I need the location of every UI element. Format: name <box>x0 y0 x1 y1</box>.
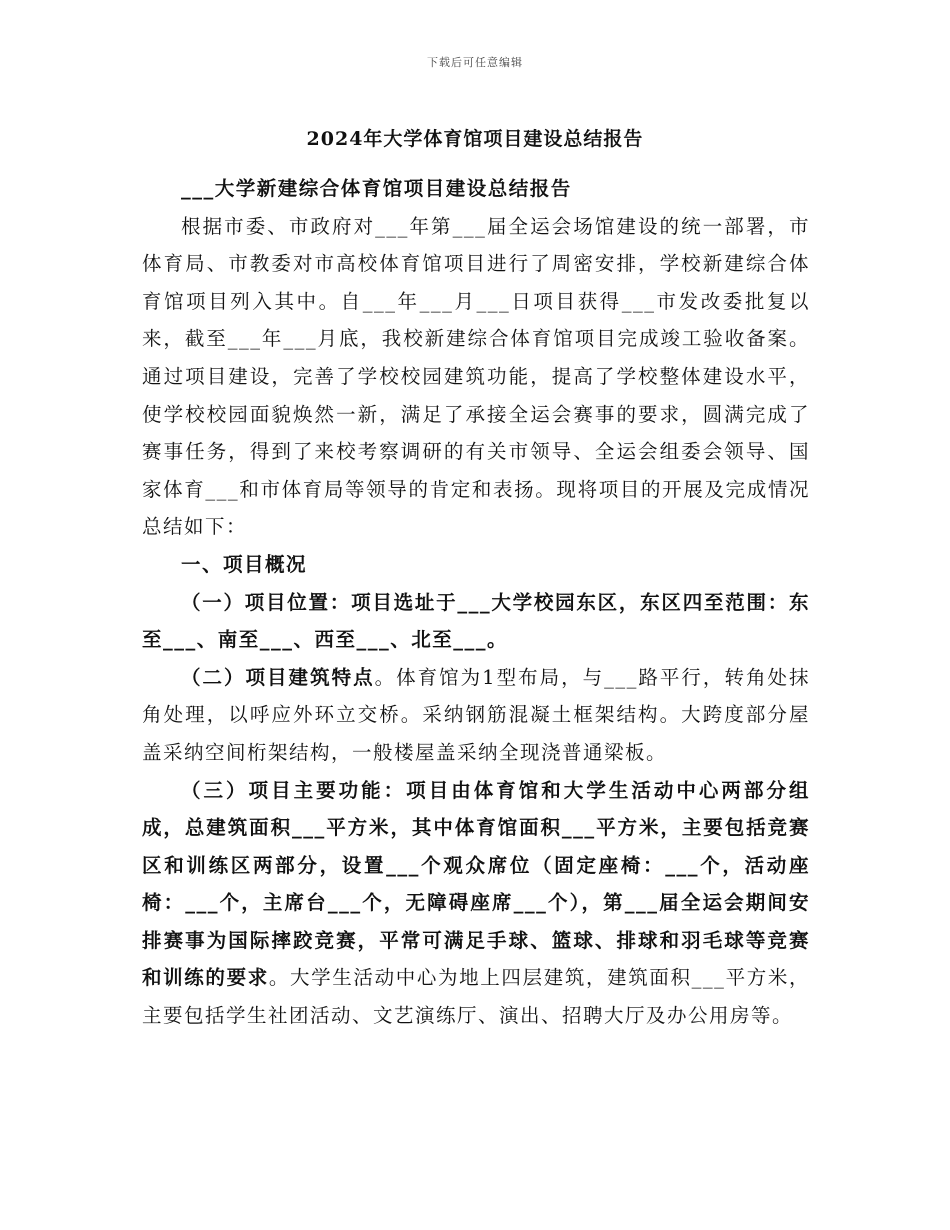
section-heading-overview: 一、项目概况 <box>181 552 308 576</box>
header-note: 下载后可任意编辑 <box>427 56 523 69</box>
item-functions <box>142 772 810 1035</box>
item-features-text: 。体育馆为1型布局，与___路平行，转角处抹角处理，以呼应外环立交桥。采纳钢筋混凝土框架结构。大跨度部分屋盖采纳空间桁架结构，一般楼屋盖采纳全现浇普通梁板。 <box>142 665 810 764</box>
item-location: （一）项目位置：项目选址于___大学校园东区，东区四至范围：东至___、南至___、西至___、北至___。 <box>142 590 810 652</box>
report-subtitle: ___大学新建综合体育馆项目建设总结报告 <box>181 177 572 200</box>
document-body <box>142 170 810 1035</box>
item-features <box>142 659 810 772</box>
intro-paragraph: 根据市委、市政府对___年第___届全运会场馆建设的统一部署，市体育局、市教委对市高校体育馆项目进行了周密安排，学校新建综合体育馆项目列入其中。自___年___月___日项目获得___市发改委批复以来，截至___年___月底，我校新建综合体育馆项目完成竣工验收备案。通过项目建设，完善了学校校园建筑功能，提高了学校整体建设水平，使学校校园面貌焕然一新，满足了承接全运会赛事的要求，圆满完成了赛事任务，得到了来校考察调研的有关市领导、全运会组委会领导、国家体育___和市体育局等领导的肯定和表扬。现将项目的开展及完成情况总结如下： <box>142 214 810 539</box>
item-features-heading: （二）项目建筑特点 <box>181 665 375 689</box>
item-functions-bold-text: （三）项目主要功能：项目由体育馆和大学生活动中心两部分组成，总建筑面积___平方米，其中体育馆面积___平方米，主要包括竞赛区和训练区两部分，设置___个观众席位（固定座椅：___个，活动座椅：___个，主席台___个，无障碍座席___个），第___届全运会期间安排赛事为国际摔跤竞赛，平常可满足手球、篮球、排球和羽毛球等竞赛和训练的要求 <box>142 778 810 990</box>
document-title: 2024年大学体育馆项目建设总结报告 <box>306 128 644 150</box>
item-functions-text: 。大学生活动中心为地上四层建筑，建筑面积___平方米，主要包括学生社团活动、文艺演练厅、演出、招聘大厅及办公用房等。 <box>142 966 810 1028</box>
